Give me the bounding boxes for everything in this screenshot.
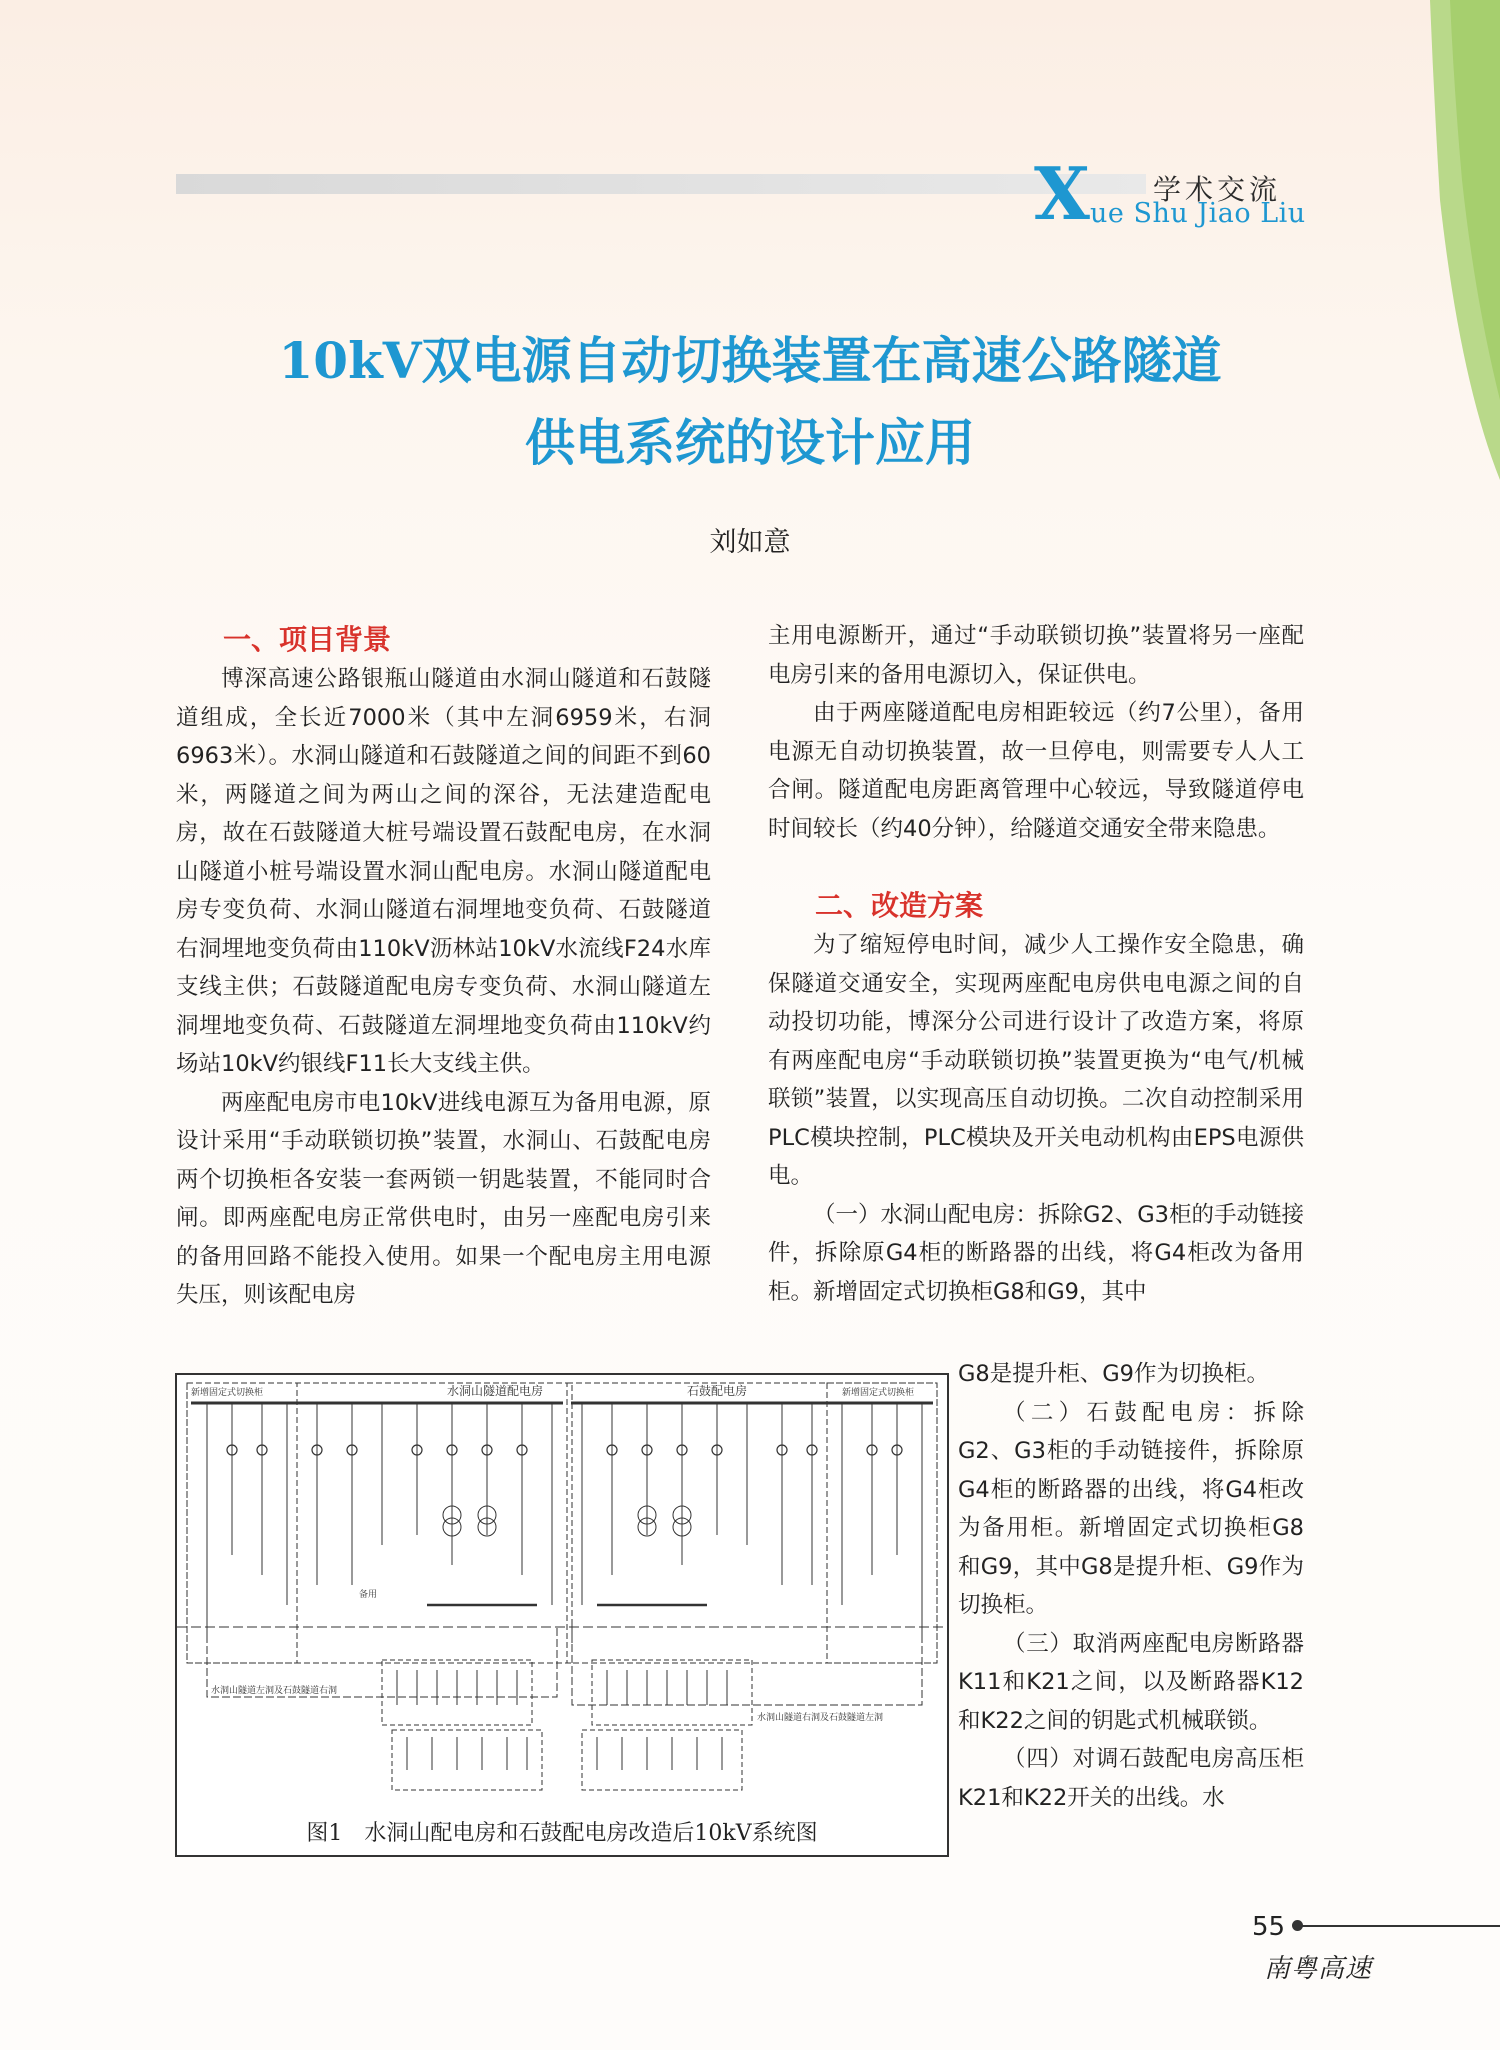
paragraph: 为了缩短停电时间，减少人工操作安全隐患，确保隧道交通安全，实现两座配电房供电电源之间的自动投切功能，博深分公司进行设计了改造方案，将原有两座配电房“手动联锁切换”装置更换为“电气/机械联锁”装置，以实现高压自动切换。二次自动控制采用PLC模块控制，PLC模块及开关电动机构由EPS电源供电。	[768, 932, 1304, 1189]
section-heading-background: 一、项目背景	[223, 623, 392, 656]
diagram-right-loop-label: 水洞山隧道右洞及石鼓隧道左洞	[757, 1713, 884, 1723]
article-title-line2: 供电系统的设计应用	[525, 413, 975, 472]
system-diagram-figure	[175, 1373, 949, 1857]
header-bar	[176, 174, 1146, 194]
system-diagram	[177, 1375, 947, 1805]
left-column	[176, 620, 711, 1315]
right-column	[768, 617, 1304, 1311]
article-author: 刘如意	[709, 527, 791, 558]
diagram-left-loop-label: 水洞山隧道左洞及石鼓隧道右洞	[211, 1686, 338, 1696]
figure-caption: 图1 水洞山配电房和石鼓配电房改造后10kV系统图	[306, 1821, 818, 1846]
section-title-cn: 学术交流	[1153, 173, 1282, 206]
paragraph: （二）石鼓配电房：拆除G2、G3柜的手动链接件，拆除原G4柜的断路器的出线，将G4柜改为备用柜。新增固定式切换柜G8和G9，其中G8是提升柜、G9作为切换柜。	[958, 1399, 1304, 1618]
article-title-line1: 10kV双电源自动切换装置在高速公路隧道	[278, 331, 1222, 390]
paragraph: （一）水洞山配电房：拆除G2、G3柜的手动链接件，拆除原G4柜的断路器的出线，将G4柜改为备用柜。新增固定式切换柜G8和G9，其中	[768, 1201, 1305, 1305]
paragraph: 博深高速公路银瓶山隧道由水洞山隧道和石鼓隧道组成，全长近7000米（其中左洞6959米，右洞6963米）。水洞山隧道和石鼓隧道之间的间距不到60米，两隧道之间为两山之间的深谷，无法建造配电房，故在石鼓隧道大桩号端设置石鼓配电房，在水洞山隧道小桩号端设置水洞山配电房。水洞山隧道配电房专变负荷、水洞山隧道右洞埋地变负荷、石鼓隧道右洞埋地变负荷由110kV沥林站10kV水流线F24水库支线主供；石鼓隧道配电房专变负荷、水洞山隧道左洞埋地变负荷、石鼓隧道左洞埋地变负荷由110kV约场站10kV约银线F11长大支线主供。	[176, 666, 711, 1077]
footer-rule	[1295, 1925, 1500, 1927]
right-column-lower	[958, 1355, 1304, 1817]
paragraph: （四）对调石鼓配电房高压柜K21和K22开关的出线。水	[958, 1746, 1304, 1811]
paragraph: G8是提升柜、G9作为切换柜。	[958, 1361, 1270, 1387]
publication-logo: 南粤高速	[1264, 1954, 1373, 1984]
diagram-room-right-label: 石鼓配电房	[687, 1384, 748, 1398]
paragraph: （三）取消两座配电房断路器K11和K21之间，以及断路器K12和K22之间的钥匙式机械联锁。	[958, 1630, 1304, 1734]
diagram-new-cabinet-right-label: 新增固定式切换柜	[842, 1388, 915, 1398]
diagram-room-left-label: 水洞山隧道配电房	[447, 1384, 544, 1398]
paragraph: 两座配电房市电10kV进线电源互为备用电源，原设计采用“手动联锁切换”装置，水洞山、石鼓配电房两个切换柜各安装一套两锁一钥匙装置，不能同时合闸。即两座配电房正常供电时，由另一座配电房引来的备用回路不能投入使用。如果一个配电房主用电源失压，则该配电房	[176, 1089, 711, 1308]
page-number: 55	[1252, 1912, 1286, 1942]
paragraph: 主用电源断开，通过“手动联锁切换”装置将另一座配电房引来的备用电源切入，保证供电。	[768, 623, 1304, 688]
section-title-en: ue Shu Jiao Liu	[1090, 198, 1306, 229]
corner-decoration	[1430, 0, 1500, 480]
diagram-backup-label: 备用	[359, 1590, 378, 1600]
paragraph: 由于两座隧道配电房相距较远（约7公里），备用电源无自动切换装置，故一旦停电，则需要专人人工合闸。隧道配电房距离管理中心较远，导致隧道停电时间较长（约40分钟），给隧道交通安全带来隐患。	[768, 700, 1304, 842]
section-heading-plan: 二、改造方案	[815, 889, 984, 922]
diagram-new-cabinet-left-label: 新增固定式切换柜	[191, 1388, 264, 1398]
section-initial-letter: X	[1034, 151, 1090, 236]
